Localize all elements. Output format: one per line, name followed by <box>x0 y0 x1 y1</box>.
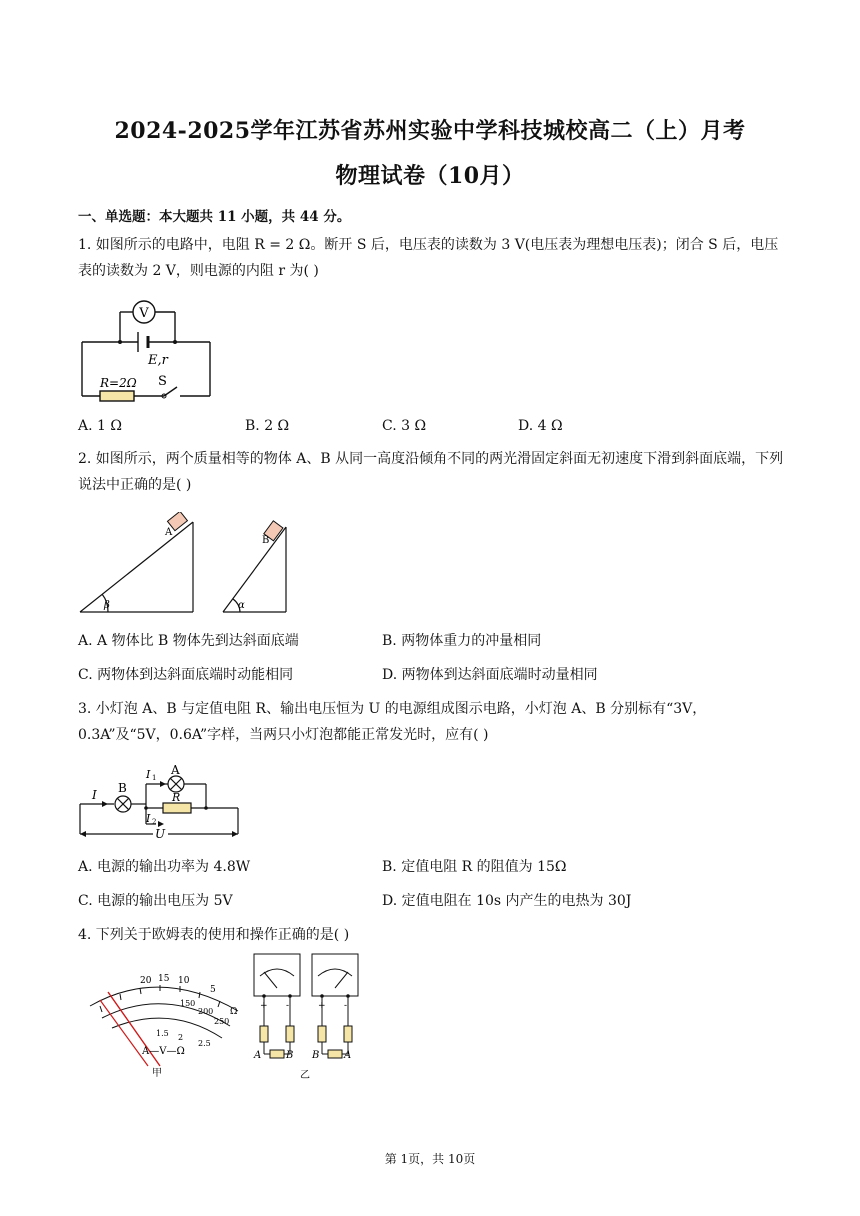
plus-terminal-left: + <box>260 1001 268 1011</box>
probe-a-right-label: A <box>344 1050 352 1061</box>
angle-beta-label: β <box>104 600 110 611</box>
question-1-text: 1. 如图所示的电路中，电阻 R = 2 Ω。断开 S 后，电压表的读数为 3 V(电压表为理想电压表)；闭合 S 后，电压表的读数为 2 V，则电源的内阻 r 为( ) <box>78 237 779 279</box>
dial-mid-150: 150 <box>180 999 196 1008</box>
probe-b-right-label: B <box>312 1050 320 1061</box>
question-3-text: 3. 小灯泡 A、B 与定值电阻 R、输出电压恒为 U 的电源组成图示电路，小灯泡 A、B 分别标有“3V，0.3A”及“5V，0.6A”字样，当两只小灯泡都能正常发光时，应有( ) <box>78 701 707 743</box>
dial-top-10: 10 <box>178 976 190 986</box>
question-4-ohmmeter-dial-figure <box>80 966 250 1081</box>
q3-option-d: D. 定值电阻在 10s 内产生的电热为 30J <box>382 893 632 909</box>
figure-yi-label: 乙 <box>300 1070 310 1081</box>
dial-low-2.5: 2.5 <box>198 1039 211 1048</box>
dial-ohm-symbol: Ω <box>230 1007 238 1017</box>
q2-option-c: C. 两物体到达斜面底端时动能相同 <box>78 667 294 683</box>
lamp-a-label: A <box>171 764 180 777</box>
minus-terminal-left: - <box>286 1001 290 1011</box>
angle-alpha-label: α <box>238 600 245 611</box>
dial-top-5: 5 <box>210 985 216 995</box>
q1-option-b: B. 2 Ω <box>245 418 290 434</box>
question-2-text: 2. 如图所示，两个质量相等的物体 A、B 从同一高度沿倾角不同的两光滑固定斜面无初速度下滑到斜面底端，下列说法中正确的是( ) <box>78 451 784 493</box>
section-heading: 一、单选题：本大题共 11 小题，共 44 分。 <box>78 209 351 225</box>
plus-terminal-right: + <box>318 1001 326 1011</box>
question-1-circuit-figure <box>80 298 215 403</box>
probe-b-left-label: B <box>286 1050 294 1061</box>
q1-option-d: D. 4 Ω <box>518 418 563 434</box>
current-i1-label: I <box>146 768 151 781</box>
q3-option-b: B. 定值电阻 R 的阻值为 15Ω <box>382 859 567 875</box>
question-4-text: 4. 下列关于欧姆表的使用和操作正确的是( ) <box>78 927 350 943</box>
object-a-label: A <box>165 527 173 538</box>
question-4-multimeter-connection-figure <box>250 950 368 1082</box>
dial-low-1.5: 1.5 <box>156 1029 169 1038</box>
voltage-u-label: U <box>155 827 166 841</box>
minus-terminal-right: - <box>344 1001 348 1011</box>
q2-option-a: A. A 物体比 B 物体先到达斜面底端 <box>78 633 299 649</box>
q3-option-c: C. 电源的输出电压为 5V <box>78 893 233 909</box>
dial-top-15: 15 <box>158 974 170 984</box>
question-3-circuit-figure <box>78 764 243 844</box>
page-footer: 第 1页，共 10页 <box>384 1152 476 1166</box>
q3-option-a: A. 电源的输出功率为 4.8W <box>78 859 251 875</box>
source-label: E,r <box>148 353 168 368</box>
dial-top-20: 20 <box>140 976 152 986</box>
current-i2-subscript: 2 <box>152 818 157 826</box>
resistor-r-label: R <box>172 791 181 804</box>
q1-option-a: A. 1 Ω <box>78 418 122 434</box>
exam-title-line1: 2024-2025学年江苏省苏州实验中学科技城校高二（上）月考 <box>114 118 746 144</box>
object-b-label: B <box>262 535 270 546</box>
resistor-label: R=2Ω <box>100 376 137 390</box>
lamp-b-label: B <box>118 781 127 795</box>
dial-avo-label: A—V—Ω <box>142 1046 185 1057</box>
current-i-label: I <box>92 788 97 802</box>
exam-title-line2: 物理试卷（10月） <box>335 163 525 189</box>
voltmeter-label: V <box>139 306 149 321</box>
dial-low-2: 2 <box>178 1033 184 1042</box>
current-i2-label: I <box>146 812 151 825</box>
switch-label: S <box>158 374 167 389</box>
current-i1-subscript: 1 <box>152 774 157 782</box>
q2-option-d: D. 两物体到达斜面底端时动量相同 <box>382 667 598 683</box>
question-2-incline-figure <box>78 512 298 616</box>
figure-jia-label: 甲 <box>152 1068 162 1079</box>
dial-mid-200: 200 <box>198 1007 214 1016</box>
probe-a-left-label: A <box>254 1050 262 1061</box>
q2-option-b: B. 两物体重力的冲量相同 <box>382 633 542 649</box>
q1-option-c: C. 3 Ω <box>382 418 427 434</box>
dial-mid-250: 250 <box>214 1017 230 1026</box>
